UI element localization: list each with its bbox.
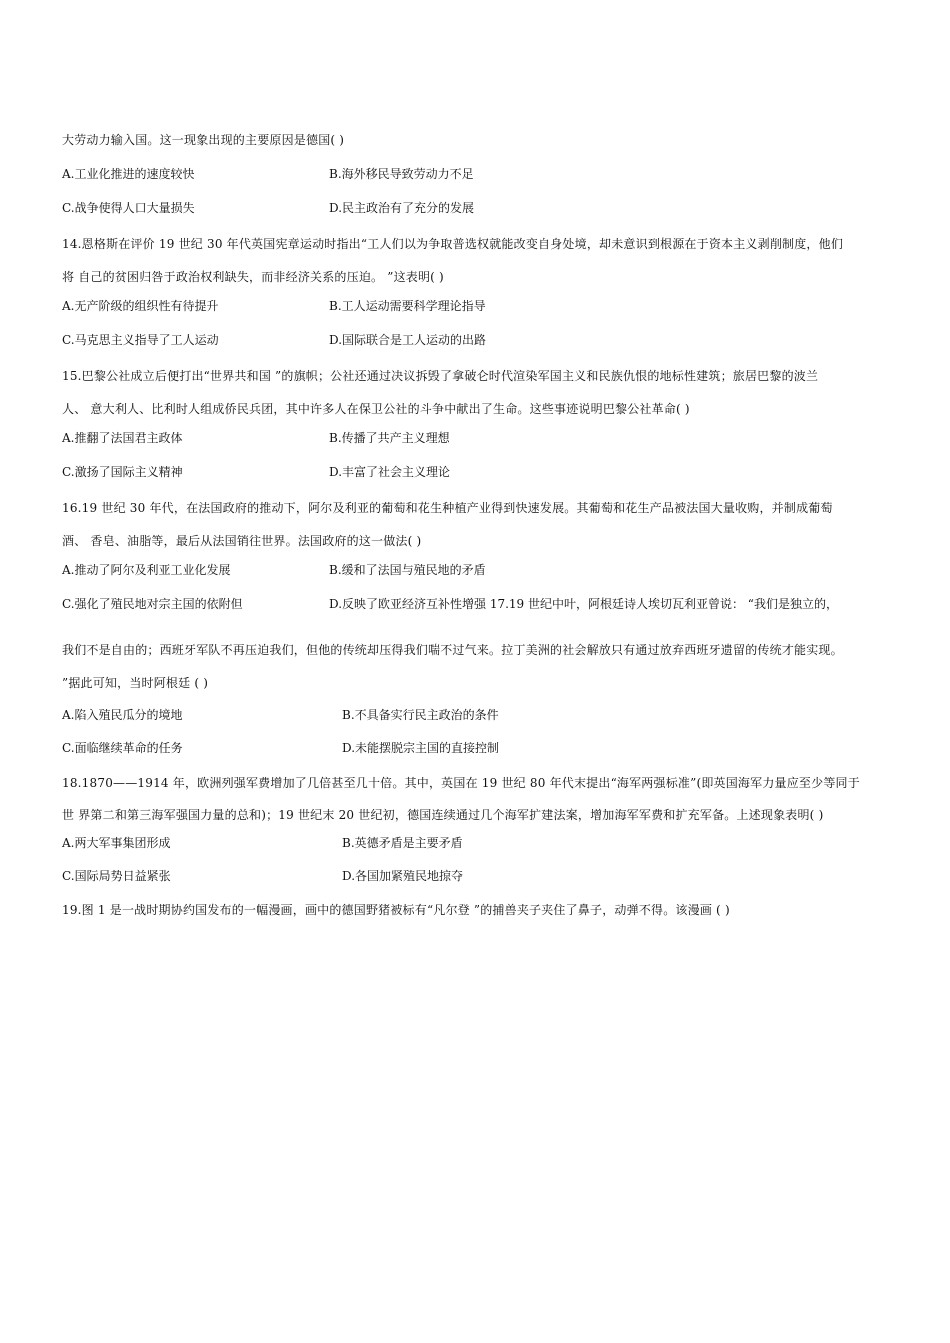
q15-option-a: A.推翻了法国君主政体 [62,431,183,445]
q15-stem-line2: 人、 意大利人、比利时人组成侨民兵团，其中许多人在保卫公社的斗争中献出了生命。这些事迹说明巴黎公社革命( ) [62,402,690,416]
q17-option-c: C.面临继续革命的任务 [62,741,183,755]
q15-option-d: D.丰富了社会主义理论 [329,465,451,479]
q14-option-a: A.无产阶级的组织性有待提升 [62,299,219,313]
q17-stem-line1: 我们不是自由的；西班牙军队不再压迫我们，但他的传统却压得我们喘不过气来。拉丁美洲的社会解放只有通过放弃西班牙遗留的传统才能实现。 [62,643,843,657]
q16-stem-line2: 酒、 香皂、油脂等，最后从法国销往世界。法国政府的这一做法( ) [62,534,422,548]
q14-stem-line2: 将 自己的贫困归咎于政治权利缺失，而非经济关系的压迫。 ”这表明( ) [62,270,444,284]
q18-option-a: A.两大军事集团形成 [62,836,171,850]
q16-option-c: C.强化了殖民地对宗主国的依附但 [62,597,243,611]
q13-continuation: 大劳动力输入国。这一现象出现的主要原因是德国( ) [62,133,345,147]
q13-option-a: A.工业化推进的速度较快 [62,167,195,181]
q15-option-b: B.传播了共产主义理想 [329,431,450,445]
q18-stem-line1: 18.1870——1914 年，欧洲列强军费增加了几倍甚至几十倍。其中，英国在 19 世纪 80 年代末提出“海军两强标准”(即英国海军力量应至少等同于 [62,776,860,790]
q17-option-b: B.不具备实行民主政治的条件 [342,708,499,722]
q18-stem-line2: 世 界第二和第三海军强国力量的总和)；19 世纪末 20 世纪初，德国连续通过几个海军扩建法案，增加海军军费和扩充军备。上述现象表明( ) [62,808,824,822]
q19-stem-line1: 19.图 1 是一战时期协约国发布的一幅漫画，画中的德国野猪被标有“凡尔登 ”的捕兽夹子夹住了鼻子，动弹不得。该漫画 ( ) [62,903,730,917]
q18-option-d: D.各国加紧殖民地掠夺 [342,869,464,883]
q16-option-a: A.推动了阿尔及利亚工业化发展 [62,563,231,577]
q17-stem-line2: ”据此可知，当时阿根廷 ( ) [62,676,209,690]
q16-option-d-and-q17-start: D.反映了欧亚经济互补性增强 17.19 世纪中叶，阿根廷诗人埃切瓦利亚曾说： “我们是独立的， [329,597,838,611]
q16-stem-line1: 16.19 世纪 30 年代，在法国政府的推动下，阿尔及利亚的葡萄和花生种植产业得到快速发展。其葡萄和花生产品被法国大量收购，并制成葡萄 [62,501,833,515]
q15-option-c: C.激扬了国际主义精神 [62,465,183,479]
q17-option-d: D.未能摆脱宗主国的直接控制 [342,741,500,755]
q16-option-b: B.缓和了法国与殖民地的矛盾 [329,563,486,577]
q14-option-b: B.工人运动需要科学理论指导 [329,299,486,313]
q18-option-c: C.国际局势日益紧张 [62,869,171,883]
q17-option-a: A.陷入殖民瓜分的境地 [62,708,183,722]
q15-stem-line1: 15.巴黎公社成立后便打出“世界共和国 ”的旗帜；公社还通过决议拆毁了拿破仑时代渲染军国主义和民族仇恨的地标性建筑；旅居巴黎的波兰 [62,369,819,383]
q13-option-b: B.海外移民导致劳动力不足 [329,167,474,181]
q13-option-c: C.战争使得人口大量损失 [62,201,195,215]
q14-stem-line1: 14.恩格斯在评价 19 世纪 30 年代英国宪章运动时指出“工人们以为争取普选权就能改变自身处境，却未意识到根源在于资本主义剥削制度，他们 [62,237,844,251]
q13-option-d: D.民主政治有了充分的发展 [329,201,475,215]
q18-option-b: B.英德矛盾是主要矛盾 [342,836,463,850]
q14-option-d: D.国际联合是工人运动的出路 [329,333,487,347]
q14-option-c: C.马克思主义指导了工人运动 [62,333,219,347]
